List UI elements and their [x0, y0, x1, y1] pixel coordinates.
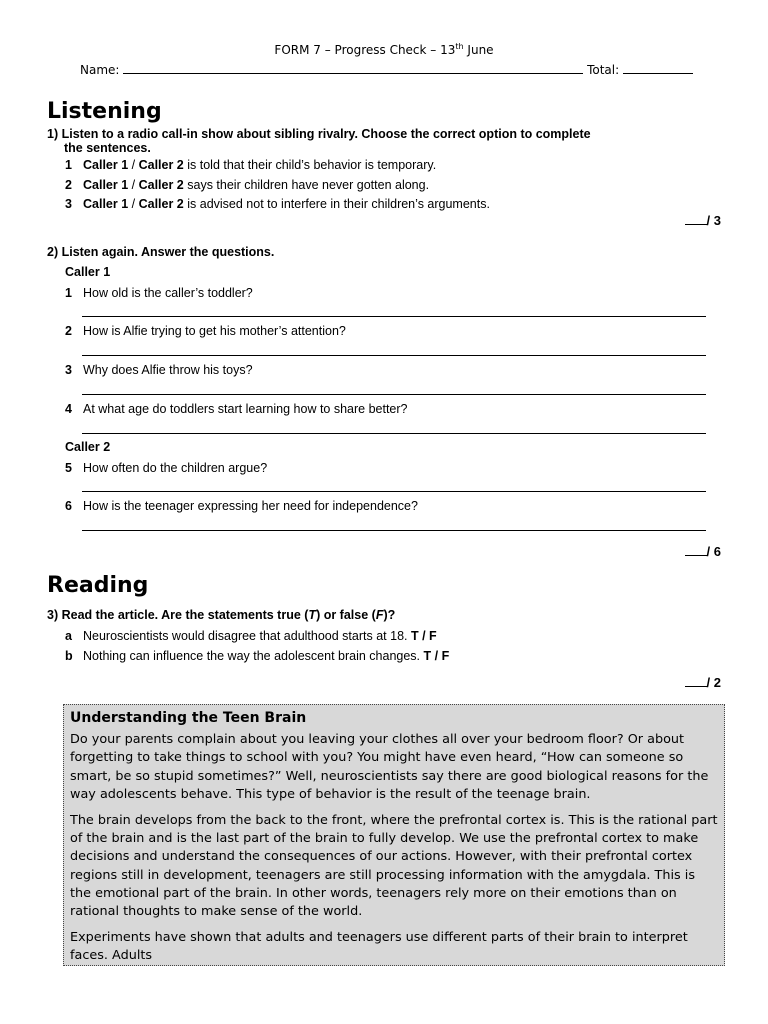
article-box — [63, 704, 725, 966]
answer-line[interactable] — [82, 530, 706, 531]
score-q1: / 3 — [685, 213, 721, 228]
q2-item: 6 How is the teenager expressing her need for independence? — [65, 499, 418, 513]
q2-item: 4 At what age do toddlers start learning how to share better? — [65, 402, 408, 416]
q3-item: b Nothing can influence the way the adolescent brain changes. T / F — [65, 649, 450, 663]
q2-item: 1 How old is the caller’s toddler? — [65, 286, 253, 300]
total-blank — [623, 61, 693, 74]
section-title-listening: Listening — [47, 99, 162, 124]
score-q3: / 2 — [685, 675, 721, 690]
q1-item: 1 Caller 1 / Caller 2 is told that their child’s behavior is temporary. — [65, 158, 437, 172]
caller-1-heading: Caller 1 — [65, 265, 111, 279]
answer-line[interactable] — [82, 433, 706, 434]
article-title: Understanding the Teen Brain — [70, 710, 307, 726]
q1-item: 3 Caller 1 / Caller 2 is advised not to interfere in their children’s arguments. — [65, 197, 490, 211]
q3-item: a Neuroscientists would disagree that adulthood starts at 18. T / F — [65, 629, 437, 643]
answer-line[interactable] — [82, 316, 706, 317]
name-total-line — [80, 61, 693, 77]
true-false-choice[interactable]: T / F — [423, 649, 450, 663]
section-title-reading: Reading — [47, 573, 149, 598]
total-label: Total: — [583, 63, 623, 77]
q2-item: 5 How often do the children argue? — [65, 461, 268, 475]
name-blank — [123, 61, 583, 74]
caller-2-heading: Caller 2 — [65, 440, 111, 454]
true-false-choice[interactable]: T / F — [410, 629, 437, 643]
name-label: Name: — [80, 63, 124, 77]
question-1-instruction: 1) Listen to a radio call-in show about sibling rivalry. Choose the correct option to complete the sentences. — [47, 127, 591, 155]
answer-line[interactable] — [82, 491, 706, 492]
article-paragraph: The brain develops from the back to the front, where the prefrontal cortex is. This is the rational part of the brain and is the last part of the brain to fully develop. We use the prefrontal cortex to make decisions and understand the consequences of our actions. However, with their prefrontal cortex regions still in development, teenagers are still processing information with the amygdala. This is the emotional part of the brain. In other words, teenagers rely more on their emotions than on rational thoughts to make sense of the world. — [70, 813, 718, 920]
answer-line[interactable] — [82, 355, 706, 356]
q2-item: 2 How is Alfie trying to get his mother’s attention? — [65, 324, 346, 338]
article-paragraph: Experiments have shown that adults and teenagers use different parts of their brain to interpret faces. Adults — [70, 930, 688, 964]
worksheet-title: FORM 7 – Progress Check – 13th June — [274, 42, 494, 57]
question-3-instruction: 3) Read the article. Are the statements true (T) or false (F)? — [47, 608, 396, 622]
score-q2: / 6 — [685, 544, 721, 559]
q2-item: 3 Why does Alfie throw his toys? — [65, 363, 253, 377]
article-paragraph: Do your parents complain about you leaving your clothes all over your bedroom floor? Or about forgetting to take things to school with you? You might have even heard, “How can someone so smart, be so stupid sometimes?” Well, neuroscientists say there are good biological reasons for the way adolescents behave. This type of behavior is the result of the teenage brain. — [70, 732, 709, 802]
answer-line[interactable] — [82, 394, 706, 395]
q1-item: 2 Caller 1 / Caller 2 says their children have never gotten along. — [65, 178, 430, 192]
question-2-instruction: 2) Listen again. Answer the questions. — [47, 245, 275, 259]
